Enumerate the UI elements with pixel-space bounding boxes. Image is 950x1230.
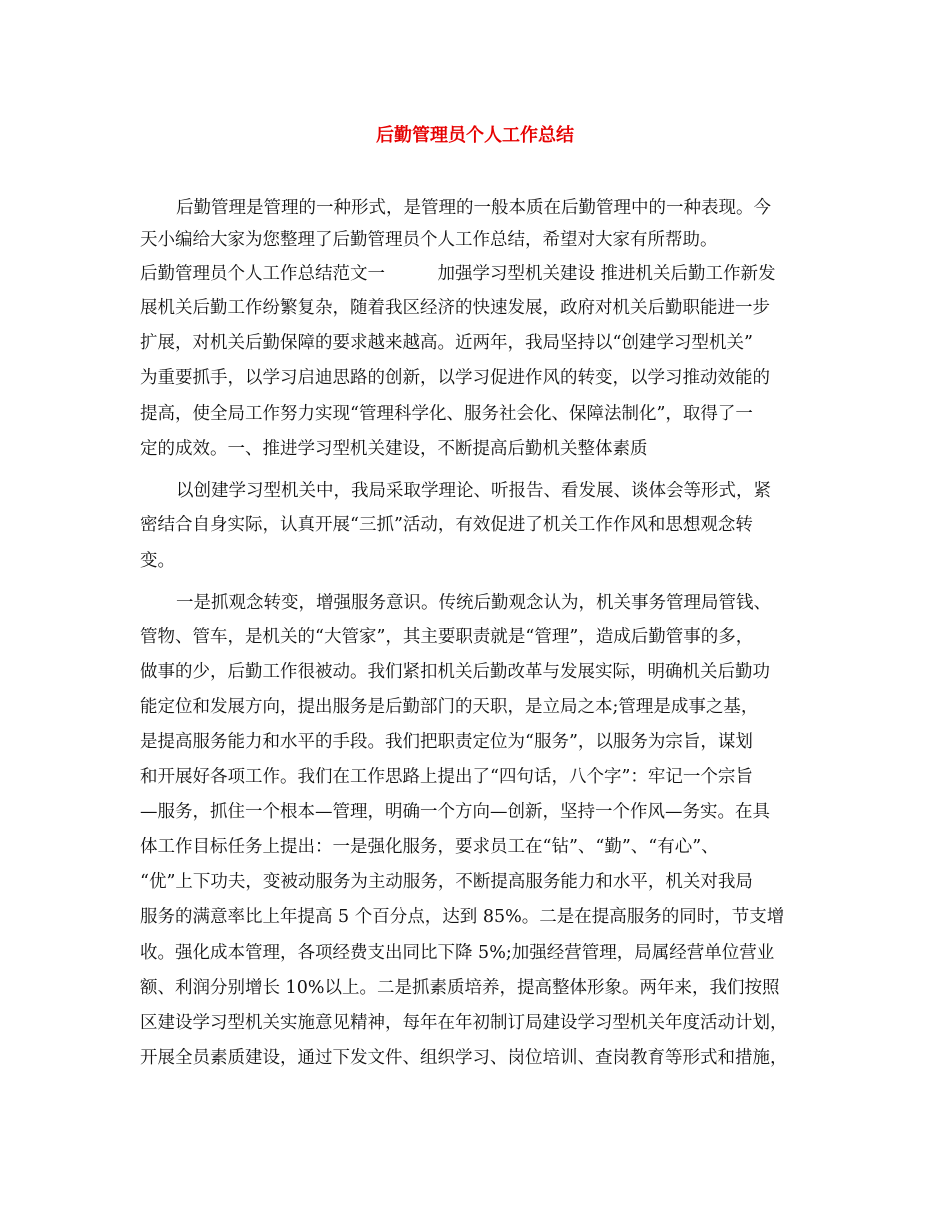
- body-line-14: 做事的少，后勤工作很被动。我们紧扣机关后勤改革与发展实际，明确机关后勤功: [140, 662, 770, 682]
- body-line-18: —服务，抓住一个根本—管理，明确一个方向—创新，坚持一个作风—务实。在具: [140, 802, 770, 822]
- body-line-12: 一是抓观念转变，增强服务意识。传统后勤观念认为，机关事务管理局管钱、: [176, 593, 771, 613]
- body-line-10: 密结合自身实际，认真开展“三抓”活动，有效促进了机关工作作风和思想观念转: [140, 515, 753, 535]
- body-line-15: 能定位和发展方向，提出服务是后勤部门的天职，是立局之本;管理是成事之基，: [140, 697, 759, 717]
- body-line-6: 为重要抓手，以学习启迪思路的创新，以学习促进作风的转变，以学习推动效能的: [140, 368, 770, 388]
- body-line-4: 展机关后勤工作纷繁复杂，随着我区经济的快速发展，政府对机关后勤职能进一步: [140, 298, 770, 318]
- document-title: 后勤管理员个人工作总结: [376, 125, 574, 146]
- body-line-20: “优”上下功夫，变被动服务为主动服务，不断提高服务能力和水平，机关对我局: [140, 872, 753, 892]
- body-line-21: 服务的满意率比上年提高 5 个百分点，达到 85%。二是在提高服务的同时，节支增: [140, 907, 785, 927]
- body-line-16: 是提高服务能力和水平的手段。我们把职责定位为“服务”，以服务为宗旨，谋划: [140, 732, 753, 752]
- body-line-7: 提高，使全局工作努力实现“管理科学化、服务社会化、保障法制化”，取得了一: [140, 404, 753, 424]
- body-line-19: 体工作目标任务上提出：一是强化服务，要求员工在“钻”、“勤”、“有心”、: [140, 837, 719, 857]
- body-line-9: 以创建学习型机关中，我局采取学理论、听报告、看发展、谈体会等形式，紧: [176, 481, 771, 501]
- body-line-25: 开展全员素质建设，通过下发文件、组织学习、岗位培训、查岗教育等形式和措施，: [140, 1048, 788, 1068]
- body-line-8: 定的成效。一、推进学习型机关建设，不断提高后勤机关整体素质: [140, 439, 648, 459]
- body-line-3: 后勤管理员个人工作总结范文一 加强学习型机关建设 推进机关后勤工作新发: [140, 264, 776, 284]
- body-line-13: 管物、管车，是机关的“大管家”，其主要职责就是“管理”，造成后勤管事的多，: [140, 627, 754, 647]
- body-line-17: 和开展好各项工作。我们在工作思路上提出了“四句话，八个字”：牢记一个宗旨: [140, 767, 753, 787]
- body-line-5: 扩展，对机关后勤保障的要求越来越高。近两年，我局坚持以“创建学习型机关”: [140, 333, 753, 353]
- body-line-22: 收。强化成本管理，各项经费支出同比下降 5%;加强经营管理，局属经营单位营业: [140, 943, 775, 963]
- body-line-1: 后勤管理是管理的一种形式，是管理的一般本质在后勤管理中的一种表现。今: [176, 198, 771, 218]
- body-line-24: 区建设学习型机关实施意见精神，每年在年初制订局建设学习型机关年度活动计划，: [140, 1013, 788, 1033]
- body-line-23: 额、利润分别增长 10%以上。二是抓素质培养，提高整体形象。两年来，我们按照: [140, 978, 780, 998]
- body-line-11: 变。: [140, 551, 175, 571]
- body-line-2: 天小编给大家为您整理了后勤管理员个人工作总结，希望对大家有所帮助。: [140, 230, 718, 250]
